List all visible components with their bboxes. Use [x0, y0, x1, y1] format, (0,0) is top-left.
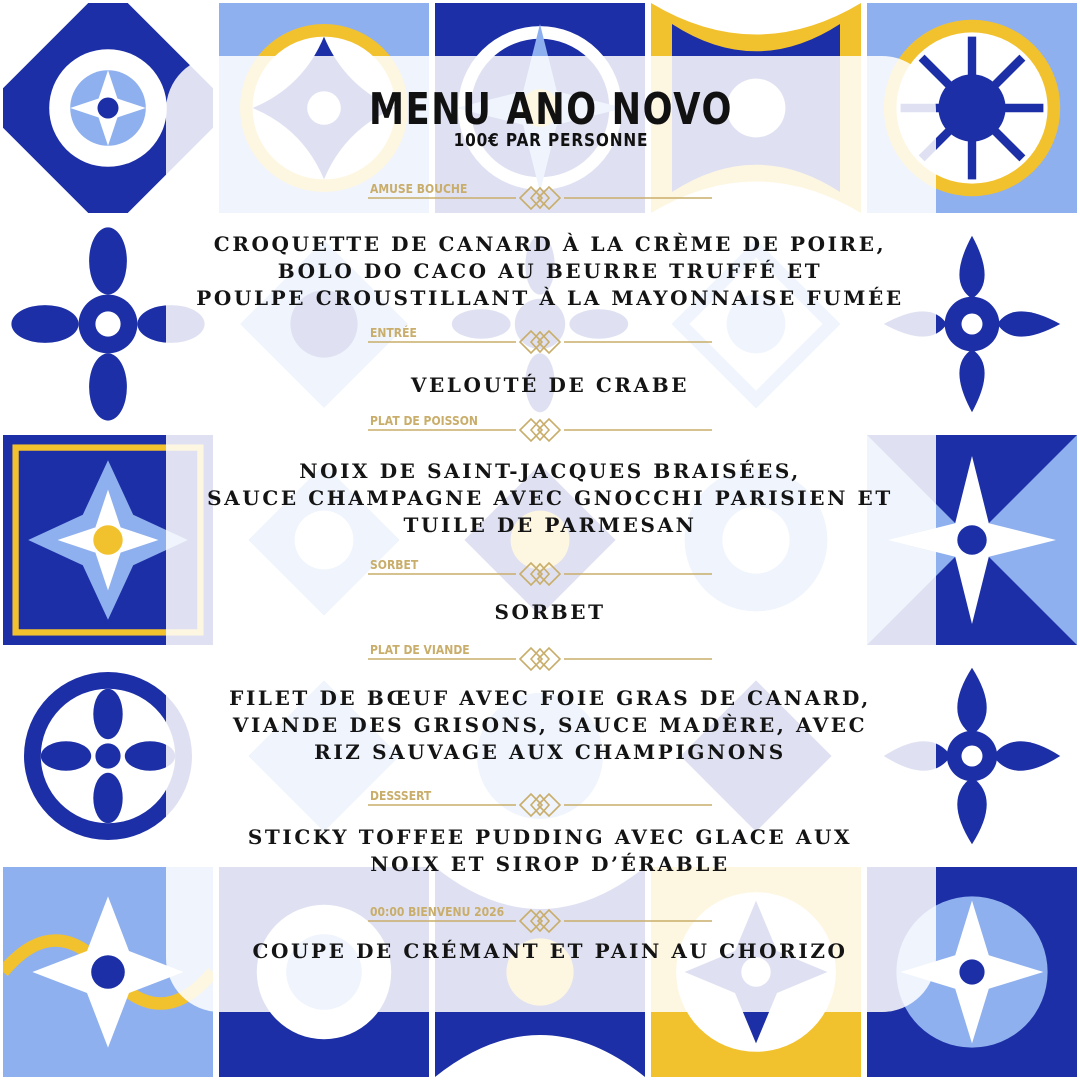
dish-line: CROQUETTE DE CANARD À LA CRÈME DE POIRE,	[213, 232, 887, 256]
dish-line: POULPE CROUSTILLANT À LA MAYONNAISE FUMÉE	[196, 286, 904, 310]
dish-line: FILET DE BŒUF AVEC FOIE GRAS DE CANARD,	[229, 686, 871, 710]
dish-sorbet	[170, 599, 930, 626]
dish-line: STICKY TOFFEE PUDDING AVEC GLACE AUX	[247, 825, 853, 849]
ornament-divider	[368, 790, 712, 820]
dish-line: BOLO DO CACO AU BEURRE TRUFFÉ ET	[277, 259, 823, 283]
menu-price: 100€ PAR PERSONNE	[453, 130, 649, 151]
dish-line: TUILE DE PARMESAN	[403, 513, 697, 537]
section-label-amuse-bouche: AMUSE BOUCHE	[370, 182, 468, 196]
dish-bienvenu	[170, 938, 930, 965]
ornament-divider	[368, 559, 712, 589]
section-label-bienvenu: 00:00 BIENVENU 2026	[370, 905, 505, 919]
ornament-divider	[368, 327, 712, 357]
dish-line: VELOUTÉ DE CRABE	[410, 373, 690, 397]
ornament-divider	[368, 183, 712, 213]
section-label-plat-de-poisson: PLAT DE POISSON	[370, 414, 478, 428]
dish-line: NOIX ET SIROP D’ÉRABLE	[370, 852, 730, 876]
dish-line: RIZ SAUVAGE AUX CHAMPIGNONS	[314, 740, 786, 764]
section-label-plat-de-viande: PLAT DE VIANDE	[370, 643, 470, 657]
dish-dessert	[170, 824, 930, 878]
section-label-dessert: DESSSERT	[370, 789, 432, 803]
dish-plat-de-viande	[170, 685, 930, 766]
dish-line: COUPE DE CRÉMANT ET PAIN AU CHORIZO	[252, 939, 848, 963]
dish-line: SORBET	[494, 600, 606, 624]
dish-entree	[170, 372, 930, 399]
dish-line: SAUCE CHAMPAGNE AVEC GNOCCHI PARISIEN ET	[207, 486, 893, 510]
section-label-entree: ENTRÉE	[370, 326, 417, 340]
menu-title: MENU ANO NOVO	[368, 84, 734, 135]
dish-line: NOIX DE SAINT-JACQUES BRAISÉES,	[299, 459, 801, 483]
ornament-divider	[368, 906, 712, 936]
dish-line: VIANDE DES GRISONS, SAUCE MADÈRE, AVEC	[232, 713, 868, 737]
dish-amuse-bouche	[170, 231, 930, 312]
section-label-sorbet: SORBET	[370, 558, 419, 572]
dish-plat-de-poisson	[170, 458, 930, 539]
ornament-divider	[368, 644, 712, 674]
ornament-divider	[368, 415, 712, 445]
